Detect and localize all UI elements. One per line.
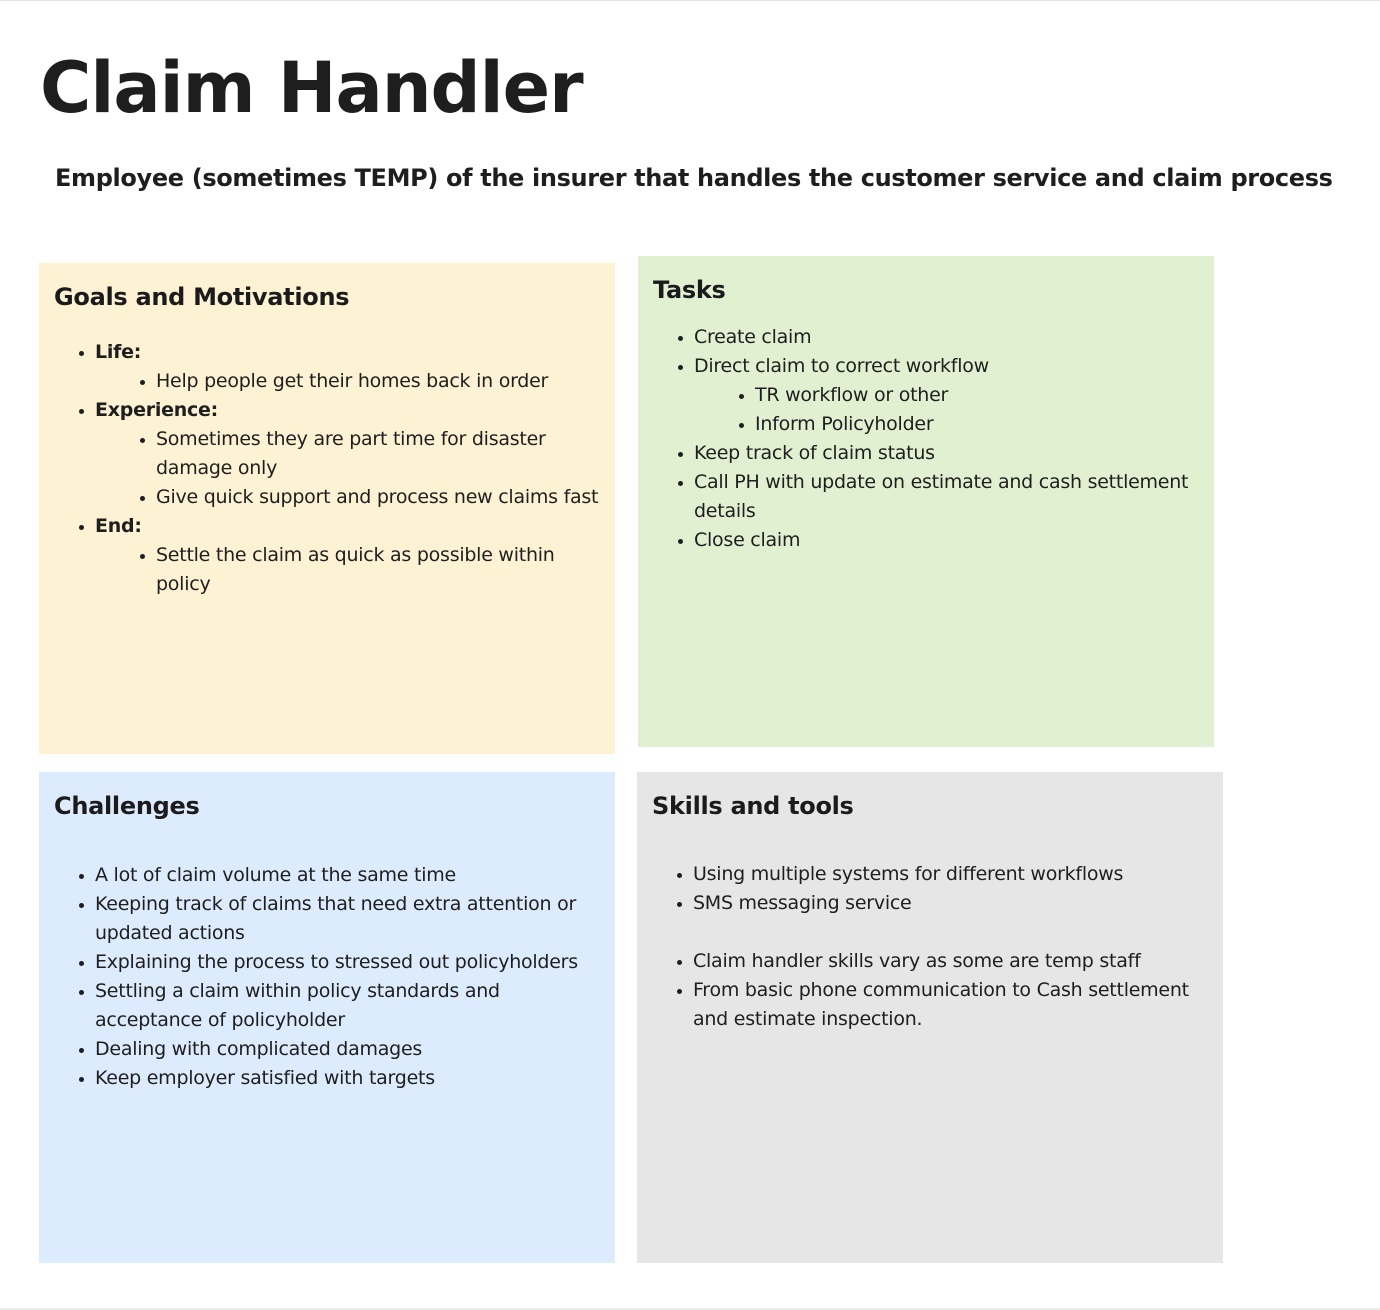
list-item: • Settle the claim as quick as possible within policy [156, 541, 601, 599]
list-item: • Settling a claim within policy standards and acceptance of policyholder [95, 977, 601, 1035]
goals-experience-label: Experience: [95, 399, 219, 421]
list-item: • SMS messaging service [693, 889, 1209, 918]
goals-end-sublist [95, 541, 601, 599]
goals-life-sublist [95, 367, 601, 396]
list-item: • Dealing with complicated damages [95, 1035, 601, 1064]
tasks-direct-label: Direct claim to correct workflow [694, 355, 989, 377]
list-item: • From basic phone communication to Cash settlement and estimate inspection. [693, 976, 1209, 1034]
goals-end-label: End: [95, 515, 142, 537]
tasks-card [638, 256, 1214, 747]
goals-list [54, 338, 601, 599]
list-item: • Close claim [694, 526, 1200, 555]
goals-experience-sublist [95, 425, 601, 512]
skills-heading: Skills and tools [652, 792, 854, 820]
tasks-list [653, 323, 1200, 555]
skills-tools-list [652, 860, 1209, 918]
challenges-heading: Challenges [54, 792, 200, 820]
challenges-card [39, 772, 615, 1263]
skills-skills-list [652, 947, 1209, 1034]
list-item: • Keeping track of claims that need extra attention or updated actions [95, 890, 601, 948]
page-title: Claim Handler [40, 47, 583, 129]
list-item: • Using multiple systems for different workflows [693, 860, 1209, 889]
list-item: • Keep track of claim status [694, 439, 1200, 468]
list-item: • Sometimes they are part time for disaster damage only [156, 425, 601, 483]
goals-experience-item [95, 396, 601, 512]
goals-life-label: Life: [95, 341, 142, 363]
list-item: • TR workflow or other [755, 381, 1200, 410]
list-item: • Inform Policyholder [755, 410, 1200, 439]
list-item: • Give quick support and process new claims fast [156, 483, 601, 512]
tasks-heading: Tasks [653, 276, 726, 304]
list-item: • Help people get their homes back in order [156, 367, 601, 396]
list-item: • Create claim [694, 323, 1200, 352]
page-subtitle: Employee (sometimes TEMP) of the insurer that handles the customer service and claim process [55, 164, 1333, 192]
tasks-direct-item [694, 352, 1200, 439]
list-item: • Explaining the process to stressed out policyholders [95, 948, 601, 977]
goals-life-item [95, 338, 601, 396]
list-item: • Keep employer satisfied with targets [95, 1064, 601, 1093]
goals-end-item [95, 512, 601, 599]
list-item: • Call PH with update on estimate and cash settlement details [694, 468, 1200, 526]
goals-card [39, 263, 615, 754]
list-item: • Claim handler skills vary as some are temp staff [693, 947, 1209, 976]
goals-heading: Goals and Motivations [54, 283, 350, 311]
list-item: • A lot of claim volume at the same time [95, 861, 601, 890]
tasks-direct-sublist [694, 381, 1200, 439]
skills-card [637, 772, 1223, 1263]
challenges-list [54, 861, 601, 1093]
top-divider [0, 0, 1380, 1]
